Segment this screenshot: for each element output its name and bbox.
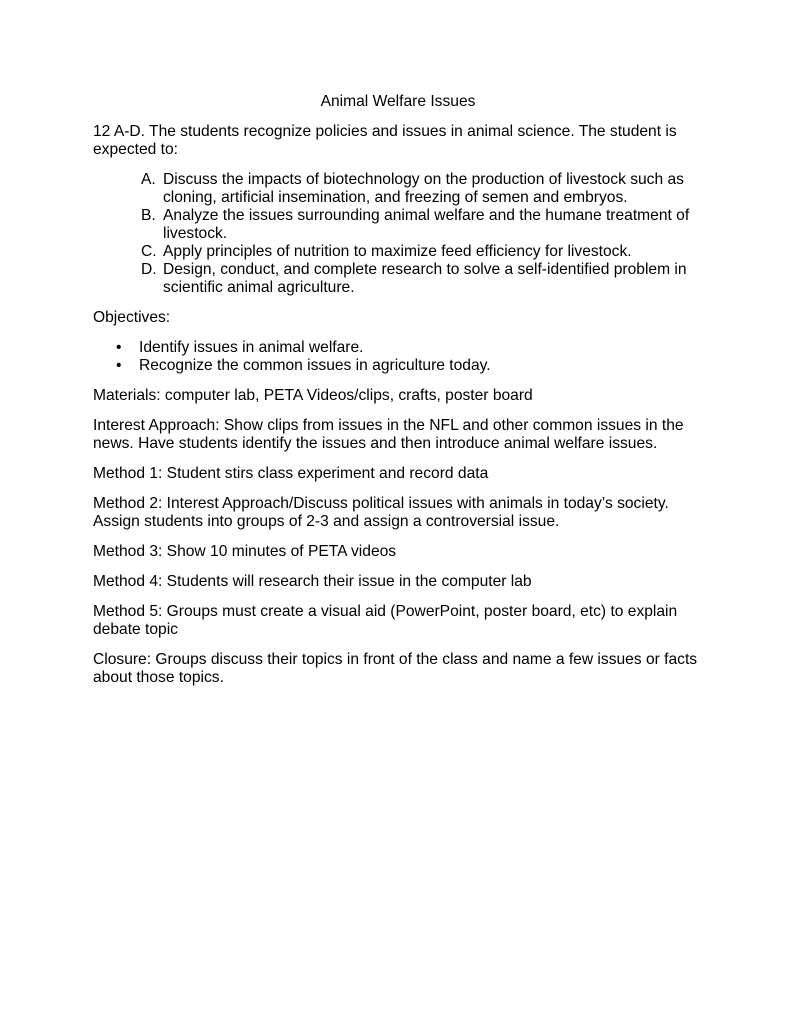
objective-item [116, 339, 703, 357]
method-4-paragraph: Method 4: Students will research their issue in the computer lab [93, 573, 532, 590]
objectives-list [93, 339, 703, 375]
method-2-paragraph: Method 2: Interest Approach/Discuss political issues with animals in today’s society. Assign students into groups of 2-3 and assign a controversial issue. [93, 495, 669, 530]
method-5-paragraph: Method 5: Groups must create a visual aid (PowerPoint, poster board, etc) to explain debate topic [93, 603, 678, 638]
objectives-label: Objectives: [93, 309, 171, 326]
method-1-paragraph: Method 1: Student stirs class experiment and record data [93, 465, 489, 482]
document-body [93, 93, 703, 699]
standard-text: Discuss the impacts of biotechnology on the production of livestock such as cloning, artificial insemination, and freezing of semen and embryos. [163, 171, 684, 206]
standard-text: Design, conduct, and complete research to solve a self-identified problem in scientific animal agriculture. [163, 261, 687, 296]
standard-text: Apply principles of nutrition to maximize feed efficiency for livestock. [163, 243, 632, 260]
standard-item-d [141, 261, 703, 297]
bullet-icon: • [116, 357, 122, 374]
standard-marker: B. [141, 207, 156, 224]
interest-approach-paragraph: Interest Approach: Show clips from issues in the NFL and other common issues in the news. Have students identify the issues and then introduce animal welfare issues. [93, 417, 684, 452]
standard-item-c [141, 243, 703, 261]
standard-text: Analyze the issues surrounding animal welfare and the humane treatment of livestock. [163, 207, 690, 242]
standard-marker: D. [141, 261, 157, 278]
objective-item [116, 357, 703, 375]
objective-text: Identify issues in animal welfare. [139, 339, 364, 356]
objective-text: Recognize the common issues in agriculture today. [139, 357, 491, 374]
standard-item-b [141, 207, 703, 243]
materials-paragraph: Materials: computer lab, PETA Videos/clips, crafts, poster board [93, 387, 533, 404]
method-3-paragraph: Method 3: Show 10 minutes of PETA videos [93, 543, 397, 560]
bullet-icon: • [116, 339, 122, 356]
standard-marker: A. [141, 171, 156, 188]
standard-item-a [141, 171, 703, 207]
closure-paragraph: Closure: Groups discuss their topics in front of the class and name a few issues or facts about those topics. [93, 651, 698, 686]
standards-list [93, 171, 703, 297]
standard-marker: C. [141, 243, 157, 260]
document-title: Animal Welfare Issues [320, 93, 476, 110]
standard-intro: 12 A-D. The students recognize policies and issues in animal science. The student is expected to: [93, 123, 677, 158]
